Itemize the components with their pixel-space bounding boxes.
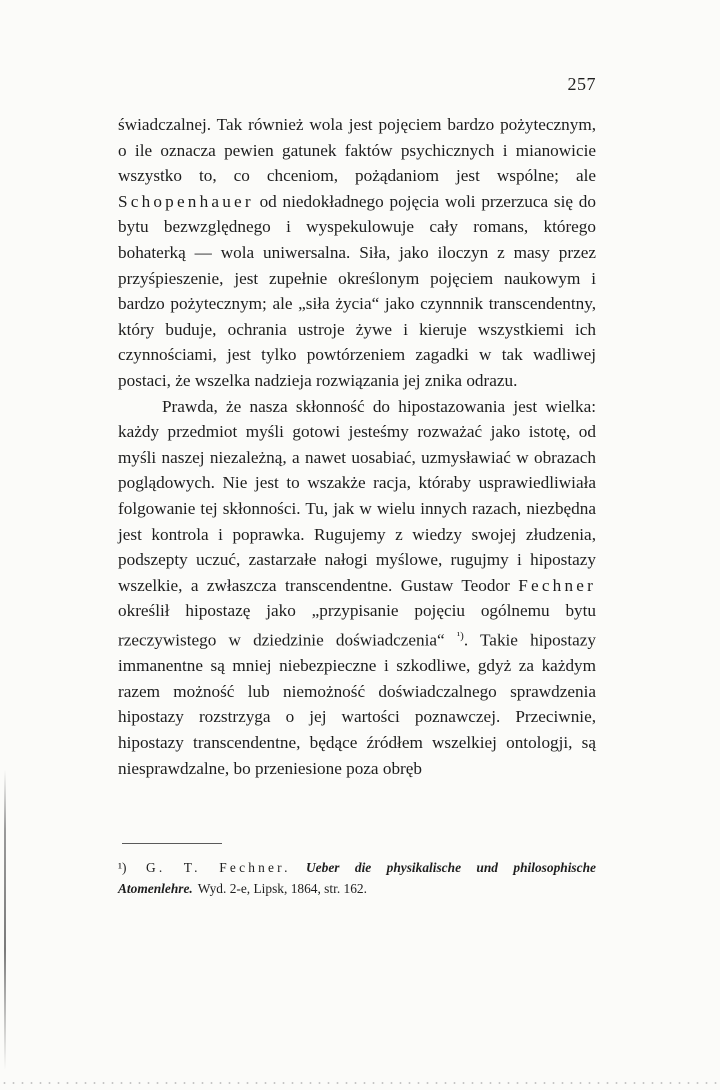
text-segment: . Takie hipostazy immanentne są mniej niebezpieczne i szkodliwe, gdyż za każdym razem możność lub niemożność doświadczalnego sprawdzenia hipostazy rozstrzyga o jej wartości poznawczej. Przeciwnie, hipostazy transcendentne, będące źródłem wszelkiej ontologji, są niesprawdzalne, bo przeniesione poza obręb <box>118 630 596 778</box>
footnote <box>118 857 596 899</box>
page-number: 257 <box>567 74 596 94</box>
paragraph <box>118 112 596 394</box>
text-segment: świadczalnej. Tak również wola jest pojęciem bardzo pożytecznym, o ile oznacza pewien gatunek faktów psychicznych i mianowicie wszystko to, co chceniom, pożądaniom jest wspólne; ale <box>118 115 596 186</box>
paragraph <box>118 394 596 782</box>
text-segment: Prawda, że nasza skłonność do hipostazowania jest wielka: każdy przedmiot myśli gotowi jesteśmy rozważać jako istotę, od myśli naszej niezależną, a nawet uosabiać, uzmysławiać w obrazach poglądowych. Nie jest to wszakże racja, któraby usprawiedliwiała folgowanie tej skłonności. Tu, jak w wielu innych razach, niezbędna jest kontrola i poprawka. Rugujemy z wiedzy swojej złudzenia, podszepty uczuć, zastarzałe nałogi myślowe, rugujmy i hipostazy wszelkie, a zwłaszcza transcendentne. Gustaw Teodor <box>118 396 596 595</box>
page-edge-shadow <box>4 770 6 1070</box>
footnote-rule <box>122 843 222 844</box>
footnote-publication: Wyd. 2-e, Lipsk, 1864, str. 162. <box>197 881 367 896</box>
footnote-marker: ¹) <box>118 860 127 875</box>
body-text <box>118 112 596 781</box>
footnote-title: Ueber die physikalische und philosophische Atomenlehre. <box>118 860 596 896</box>
spaced-name: Schopenhauer <box>118 191 254 211</box>
footnote-author: G. T. Fechner. <box>146 860 291 875</box>
text-segment: od niedokładnego pojęcia woli przerzuca się do bytu bezwzględnego i wyspekulowuje cały romans, którego bohaterką — wola uniwersalna. Siła, jako iloczyn z masy przez przyśpieszenie, jest zupełnie określonym pojęciem naukowym i bardzo pożytecznym; ale „siła życia“ jako czynnnik transcendentny, który buduje, ochrania ustroje żywe i kieruje wszystkiemi ich czynnościami, jest tylko powtórzeniem zagadki w tak wadliwej postaci, że wszelka nadzieja rozwiązania jej znika odrazu. <box>118 191 596 390</box>
text-segment: określił hipostazę jako „przypisanie pojęciu ogólnemu bytu rzeczywistego w dziedzinie doświadczenia“ <box>118 601 596 650</box>
scan-noise <box>0 1080 720 1086</box>
footnote-reference: ¹) <box>456 629 464 642</box>
spaced-name: Fechner <box>518 575 596 595</box>
